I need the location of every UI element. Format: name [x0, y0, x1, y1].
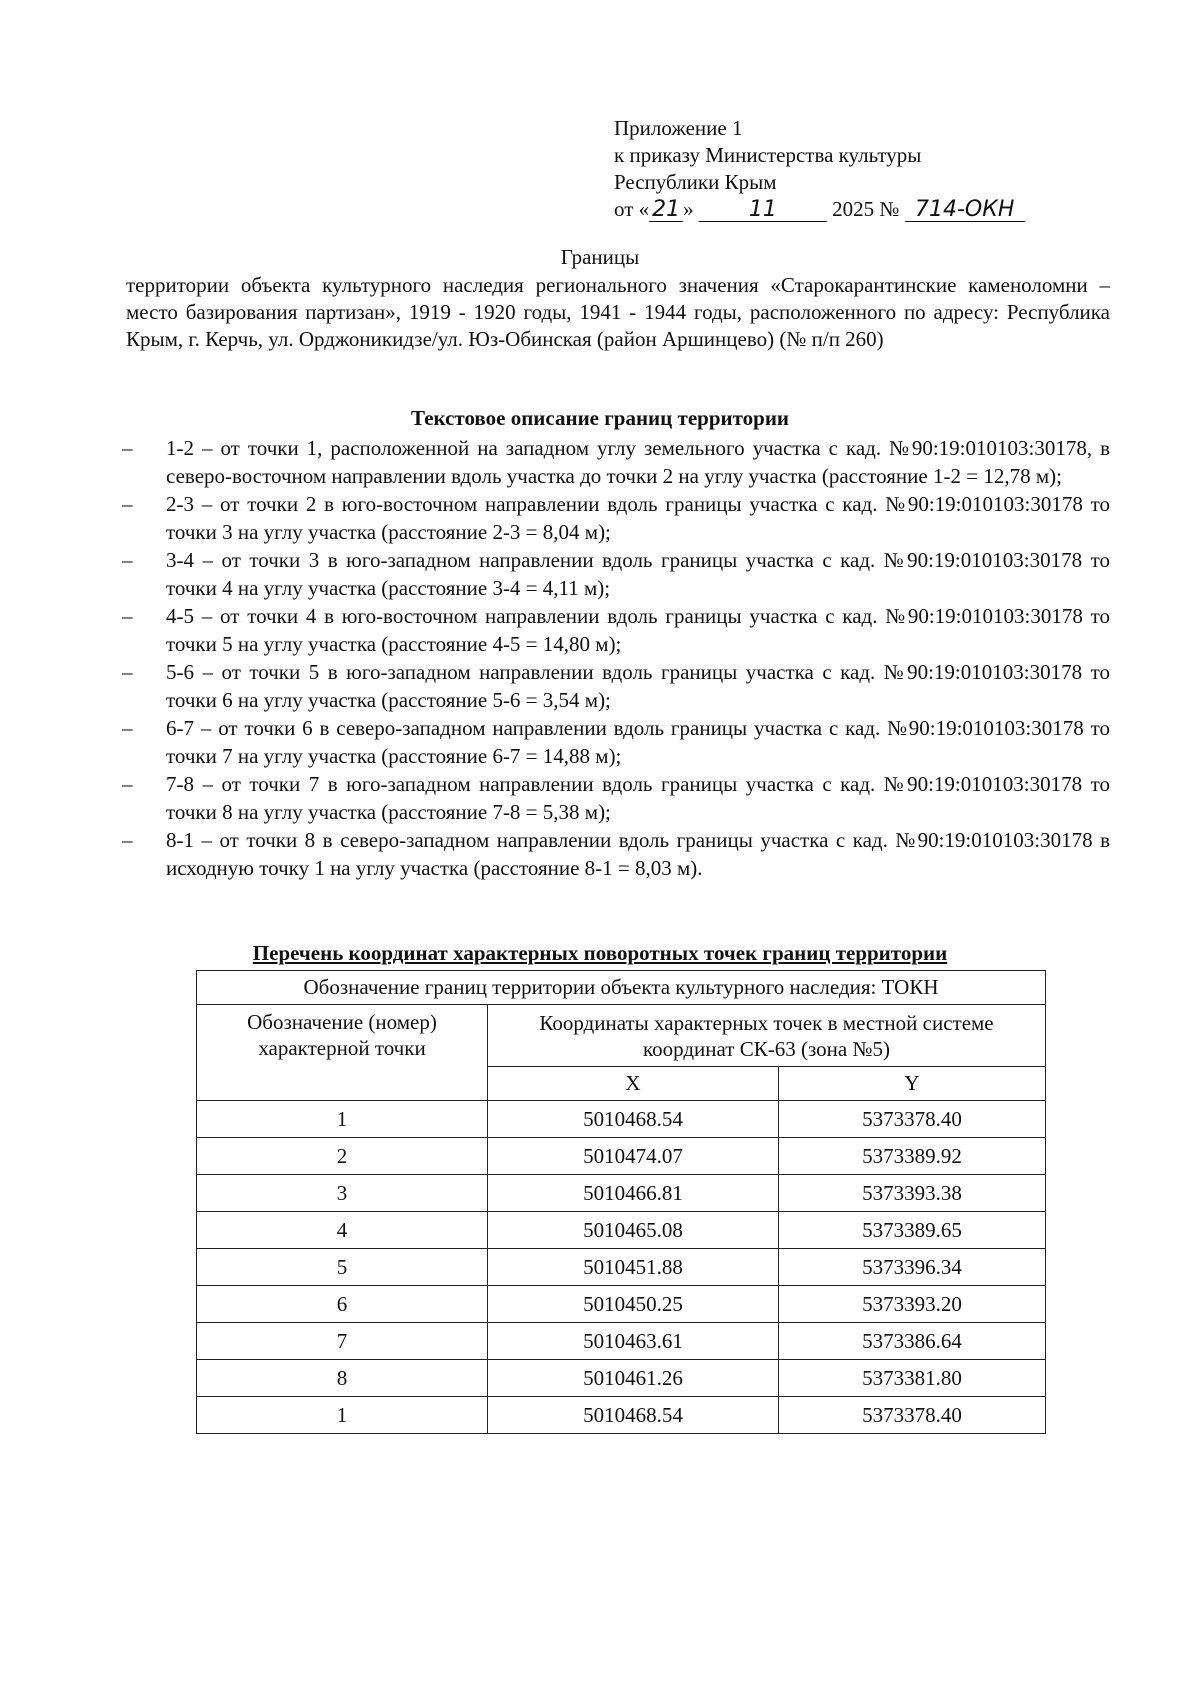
table-row	[197, 1212, 1046, 1249]
list-item	[122, 658, 1110, 714]
dash-marker: –	[122, 716, 133, 740]
date-year-number: 2025 №	[832, 197, 900, 221]
y-cell: 5373389.92	[779, 1138, 1046, 1175]
date-prefix: от «	[614, 197, 650, 221]
list-item-text: 6-7 – от точки 6 в северо-западном направлении вдоль границы участка с кад. №90:19:010103:30178 то точки 7 на углу участка (расстояние 6-7 = 14,88 м);	[166, 716, 1110, 768]
coordinates-heading: Перечень координат характерных поворотных точек границ территории	[252, 941, 948, 965]
dash-marker: –	[122, 604, 133, 628]
date-day: 21	[649, 199, 683, 222]
x-cell: 5010468.54	[488, 1397, 779, 1434]
x-cell: 5010461.26	[488, 1360, 779, 1397]
table-row	[197, 1175, 1046, 1212]
x-cell: 5010468.54	[488, 1101, 779, 1138]
y-cell: 5373393.38	[779, 1175, 1046, 1212]
table-caption: Обозначение границ территории объекта культурного наследия: ТОКН	[197, 971, 1046, 1005]
table-row	[197, 1249, 1046, 1286]
y-cell: 5373389.65	[779, 1212, 1046, 1249]
list-item	[122, 434, 1110, 490]
date-month: 11	[699, 199, 827, 222]
y-column-header: Y	[779, 1067, 1046, 1101]
dash-marker: –	[122, 548, 133, 572]
list-item	[122, 546, 1110, 602]
point-column-header: Обозначение (номер) характерной точки	[197, 1005, 488, 1101]
point-cell: 1	[197, 1397, 488, 1434]
list-item-text: 7-8 – от точки 7 в юго-западном направлении вдоль границы участка с кад. №90:19:010103:30178 то точки 8 на углу участка (расстояние 7-8 = 5,38 м);	[166, 772, 1110, 824]
page-title: Границы	[560, 245, 640, 269]
appendix-line-3: Республики Крым	[614, 170, 777, 194]
appendix-line-2: к приказу Министерства культуры	[614, 143, 922, 167]
table-row	[197, 1101, 1046, 1138]
y-cell: 5373393.20	[779, 1286, 1046, 1323]
list-item	[122, 714, 1110, 770]
point-cell: 4	[197, 1212, 488, 1249]
point-cell: 6	[197, 1286, 488, 1323]
point-cell: 3	[197, 1175, 488, 1212]
list-item	[122, 602, 1110, 658]
coords-column-header: Координаты характерных точек в местной системе координат СК-63 (зона №5)	[488, 1005, 1046, 1067]
point-cell: 8	[197, 1360, 488, 1397]
list-item-text: 4-5 – от точки 4 в юго-восточном направлении вдоль границы участка с кад. №90:19:010103:30178 то точки 5 на углу участка (расстояние 4-5 = 14,80 м);	[166, 604, 1110, 656]
list-item	[122, 770, 1110, 826]
list-item	[122, 490, 1110, 546]
list-item	[122, 826, 1110, 882]
x-cell: 5010465.08	[488, 1212, 779, 1249]
appendix-date-line	[614, 196, 1134, 223]
boundary-description-heading: Текстовое описание границ территории	[410, 406, 790, 430]
list-item-text: 3-4 – от точки 3 в юго-западном направлении вдоль границы участка с кад. №90:19:010103:30178 то точки 4 на углу участка (расстояние 3-4 = 4,11 м);	[166, 548, 1110, 600]
list-item-text: 8-1 – от точки 8 в северо-западном направлении вдоль границы участка с кад. №90:19:010103:30178 в исходную точку 1 на углу участка (расстояние 8-1 = 8,03 м).	[166, 828, 1110, 880]
list-item-text: 1-2 – от точки 1, расположенной на западном углу земельного участка с кад. №90:19:010103:30178, в северо-восточном направлении вдоль участка до точки 2 на углу участка (расстояние 1-2 = 12,78 м);	[166, 436, 1110, 488]
order-number: 714-ОКН	[905, 199, 1025, 222]
table-row	[197, 1286, 1046, 1323]
x-cell: 5010474.07	[488, 1138, 779, 1175]
x-cell: 5010451.88	[488, 1249, 779, 1286]
list-item-text: 2-3 – от точки 2 в юго-восточном направлении вдоль границы участка с кад. №90:19:010103:30178 то точки 3 на углу участка (расстояние 2-3 = 8,04 м);	[166, 492, 1110, 544]
appendix-block	[614, 115, 1134, 223]
point-cell: 5	[197, 1249, 488, 1286]
list-item-text: 5-6 – от точки 5 в юго-западном направлении вдоль границы участка с кад. №90:19:010103:30178 то точки 6 на углу участка (расстояние 5-6 = 3,54 м);	[166, 660, 1110, 712]
x-cell: 5010450.25	[488, 1286, 779, 1323]
title-description: территории объекта культурного наследия регионального значения «Старокарантинские каменоломни – место базирования партизан», 1919 - 1920 годы, 1941 - 1944 годы, расположенного по адресу: Республика Крым, г. Керчь, ул. Орджоникидзе/ул. Юз-Обинская (район Аршинцево) (№ п/п 260)	[126, 273, 1110, 351]
table-row	[197, 1360, 1046, 1397]
date-quote-close: »	[683, 197, 694, 221]
y-cell: 5373396.34	[779, 1249, 1046, 1286]
y-cell: 5373378.40	[779, 1101, 1046, 1138]
y-cell: 5373378.40	[779, 1397, 1046, 1434]
dash-marker: –	[122, 436, 133, 460]
dash-marker: –	[122, 828, 133, 852]
x-cell: 5010466.81	[488, 1175, 779, 1212]
y-cell: 5373381.80	[779, 1360, 1046, 1397]
coordinates-table	[196, 970, 1046, 1434]
table-row	[197, 1138, 1046, 1175]
appendix-line-1: Приложение 1	[614, 116, 743, 140]
point-cell: 7	[197, 1323, 488, 1360]
x-cell: 5010463.61	[488, 1323, 779, 1360]
point-cell: 1	[197, 1101, 488, 1138]
boundary-list	[122, 434, 1110, 882]
table-row	[197, 1323, 1046, 1360]
y-cell: 5373386.64	[779, 1323, 1046, 1360]
x-column-header: X	[488, 1067, 779, 1101]
dash-marker: –	[122, 772, 133, 796]
dash-marker: –	[122, 492, 133, 516]
point-cell: 2	[197, 1138, 488, 1175]
dash-marker: –	[122, 660, 133, 684]
table-row	[197, 1397, 1046, 1434]
